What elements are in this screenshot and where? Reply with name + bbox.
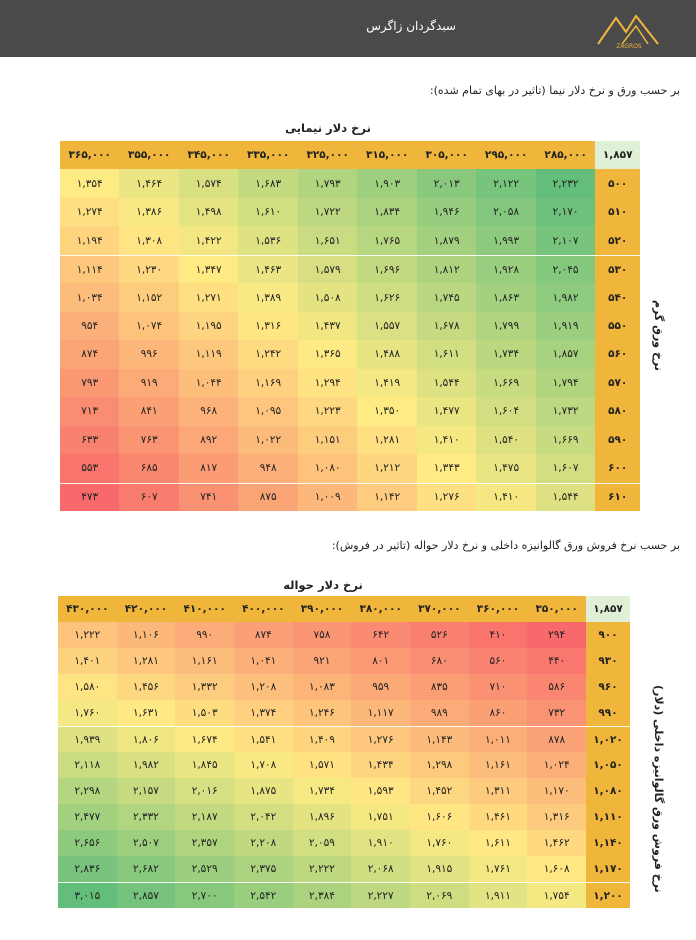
- row-label: ۵۰۰: [595, 169, 640, 197]
- row-label: ۵۴۰: [595, 283, 640, 311]
- table-cell: ۸۷۵: [238, 483, 297, 511]
- table-cell: ۱,۱۵۱: [298, 426, 357, 454]
- row-label: ۵۷۰: [595, 369, 640, 397]
- table-cell: ۴۱۰: [469, 622, 528, 648]
- table-cell: ۱,۷۶۱: [469, 856, 528, 882]
- table-cell: ۱,۳۱۶: [238, 312, 297, 340]
- table-cell: ۶۳۳: [60, 426, 119, 454]
- table-cell: ۱,۴۶۳: [238, 255, 297, 283]
- row-label: ۱,۱۷۰: [586, 856, 630, 882]
- table-cell: ۵۶۰: [469, 648, 528, 674]
- table-cell: ۲,۲۳۲: [536, 169, 595, 197]
- table-cell: ۱,۲۷۶: [351, 726, 410, 752]
- row-label: ۶۰۰: [595, 454, 640, 482]
- table-cell: ۱,۷۳۲: [536, 397, 595, 425]
- table-cell: ۲,۳۵۷: [175, 830, 234, 856]
- havaleh-sensitivity-table: [58, 596, 630, 908]
- table-cell: ۱,۸۰۶: [117, 726, 176, 752]
- table-cell: ۱,۶۸۳: [238, 169, 297, 197]
- table-cell: ۱,۵۴۱: [234, 726, 293, 752]
- table-cell: ۲,۳۷۵: [234, 856, 293, 882]
- table-cell: ۱,۲۷۶: [417, 483, 476, 511]
- table-cell: ۱,۲۸۱: [357, 426, 417, 454]
- zagros-logo: [592, 8, 666, 50]
- table-cell: ۱,۱۶۱: [469, 752, 528, 778]
- column-header: ۴۱۰,۰۰۰: [175, 596, 234, 622]
- table-cell: ۱,۸۱۲: [417, 255, 476, 283]
- table-cell: ۵۵۳: [60, 454, 119, 482]
- table-cell: ۱,۶۰۸: [527, 856, 586, 882]
- column-header: ۳۲۵,۰۰۰: [298, 141, 357, 169]
- table-cell: ۲,۶۸۲: [117, 856, 176, 882]
- table-cell: ۹۶۸: [179, 397, 238, 425]
- section2-table-title: نرخ دلار حواله: [283, 578, 363, 592]
- table-cell: ۲,۰۶۹: [410, 882, 469, 908]
- row-label: ۵۹۰: [595, 426, 640, 454]
- table-cell: ۱,۴۸۸: [357, 340, 417, 368]
- table-cell: ۸۶۰: [469, 700, 528, 726]
- table-cell: ۲,۱۲۲: [476, 169, 535, 197]
- table-cell: ۱,۶۱۱: [417, 340, 476, 368]
- table-cell: ۱,۳۴۳: [417, 454, 476, 482]
- table-cell: ۱,۴۹۸: [179, 198, 238, 226]
- table-cell: ۵۲۶: [410, 622, 469, 648]
- table-cell: ۷۱۰: [469, 674, 528, 700]
- table-cell: ۱,۵۰۳: [175, 700, 234, 726]
- table-cell: ۸۳۵: [410, 674, 469, 700]
- table-cell: ۲,۳۳۲: [117, 804, 176, 830]
- table-cell: ۱,۲۲۳: [298, 397, 357, 425]
- table-cell: ۲,۱۰۷: [536, 226, 595, 254]
- row-label: ۵۱۰: [595, 198, 640, 226]
- section1-caption: بر حسب ورق و نرخ دلار نیما (تاثیر در بهای تمام شده):: [429, 84, 680, 97]
- table-cell: ۱,۷۶۰: [410, 830, 469, 856]
- table-cell: ۱,۷۶۵: [357, 226, 417, 254]
- table-cell: ۲,۱۸۷: [175, 804, 234, 830]
- table-cell: ۱,۱۱۷: [351, 700, 410, 726]
- row-label: ۶۱۰: [595, 483, 640, 511]
- table-cell: ۱,۶۲۶: [357, 283, 417, 311]
- table-cell: ۱,۷۵۴: [527, 882, 586, 908]
- table-cell: ۷۶۳: [119, 426, 178, 454]
- table-cell: ۱,۹۹۳: [476, 226, 535, 254]
- table-cell: ۱,۷۶۰: [58, 700, 117, 726]
- column-header: ۳۵۵,۰۰۰: [119, 141, 178, 169]
- row-label: ۹۹۰: [586, 700, 630, 726]
- table-cell: ۱,۰۸۳: [293, 674, 352, 700]
- table-cell: ۹۵۹: [351, 674, 410, 700]
- base-value-cell: ۱,۸۵۷: [586, 596, 630, 622]
- table-cell: ۱,۶۰۷: [536, 454, 595, 482]
- table-cell: ۱,۴۱۹: [357, 369, 417, 397]
- table-cell: ۱,۴۲۲: [179, 226, 238, 254]
- table-cell: ۱,۴۶۴: [119, 169, 178, 197]
- table-cell: ۱,۵۷۱: [293, 752, 352, 778]
- table-cell: ۱,۲۴۶: [293, 700, 352, 726]
- table-cell: ۱,۵۷۹: [298, 255, 357, 283]
- table-cell: ۱,۵۳۶: [238, 226, 297, 254]
- table-cell: ۲,۵۴۲: [234, 882, 293, 908]
- table-cell: ۲,۰۱۶: [175, 778, 234, 804]
- table-cell: ۱,۳۸۶: [119, 198, 178, 226]
- table-cell: ۱,۱۶۱: [175, 648, 234, 674]
- column-header: ۲۹۵,۰۰۰: [476, 141, 535, 169]
- table-cell: ۸۷۸: [527, 726, 586, 752]
- table-cell: ۹۹۶: [119, 340, 178, 368]
- row-label: ۹۳۰: [586, 648, 630, 674]
- table-cell: ۱,۴۱۰: [417, 426, 476, 454]
- row-label: ۹۶۰: [586, 674, 630, 700]
- table-cell: ۱,۹۱۰: [351, 830, 410, 856]
- table-cell: ۱,۴۳۷: [298, 312, 357, 340]
- table-cell: ۱,۲۷۱: [179, 283, 238, 311]
- table-cell: ۱,۲۷۴: [60, 198, 119, 226]
- table-cell: ۱,۷۰۸: [234, 752, 293, 778]
- table-cell: ۱,۹۱۱: [469, 882, 528, 908]
- column-header: ۳۴۵,۰۰۰: [179, 141, 238, 169]
- row-label: ۵۲۰: [595, 226, 640, 254]
- table-cell: ۱,۹۱۹: [536, 312, 595, 340]
- table-cell: ۲,۵۲۹: [175, 856, 234, 882]
- table-cell: ۱,۹۰۳: [357, 169, 417, 197]
- table-cell: ۱,۲۰۸: [234, 674, 293, 700]
- table-cell: ۹۲۱: [293, 648, 352, 674]
- table-cell: ۱,۷۹۳: [298, 169, 357, 197]
- table-cell: ۱,۱۴۳: [410, 726, 469, 752]
- table-cell: ۱,۳۵۴: [60, 169, 119, 197]
- table-cell: ۹۴۸: [238, 454, 297, 482]
- row-label: ۱,۲۰۰: [586, 882, 630, 908]
- table-cell: ۲۹۴: [527, 622, 586, 648]
- table-cell: ۷۵۸: [293, 622, 352, 648]
- table-cell: ۱,۵۵۷: [357, 312, 417, 340]
- table-cell: ۱,۴۰۹: [293, 726, 352, 752]
- table-cell: ۱,۳۵۰: [357, 397, 417, 425]
- base-value-cell: ۱,۸۵۷: [595, 141, 640, 169]
- row-label: ۵۳۰: [595, 255, 640, 283]
- app-header: [0, 0, 696, 57]
- table-cell: ۲,۱۱۸: [58, 752, 117, 778]
- row-label: ۱,۱۴۰: [586, 830, 630, 856]
- column-header: ۴۲۰,۰۰۰: [117, 596, 176, 622]
- table-cell: ۲,۸۵۷: [117, 882, 176, 908]
- table-cell: ۸۹۲: [179, 426, 238, 454]
- table-cell: ۱,۵۴۴: [536, 483, 595, 511]
- table-cell: ۱,۰۷۴: [119, 312, 178, 340]
- table-cell: ۲,۱۷۰: [536, 198, 595, 226]
- table-cell: ۱,۹۴۶: [417, 198, 476, 226]
- table-cell: ۱,۳۸۹: [238, 283, 297, 311]
- table-cell: ۱,۸۵۷: [536, 340, 595, 368]
- table-cell: ۱,۱۰۶: [117, 622, 176, 648]
- table-cell: ۸۰۱: [351, 648, 410, 674]
- table-cell: ۲,۰۴۵: [536, 255, 595, 283]
- row-label: ۹۰۰: [586, 622, 630, 648]
- table-cell: ۱,۷۵۱: [351, 804, 410, 830]
- column-header: ۳۵۰,۰۰۰: [527, 596, 586, 622]
- table-cell: ۲,۲۲۷: [351, 882, 410, 908]
- table-cell: ۱,۲۹۴: [298, 369, 357, 397]
- table-cell: ۱,۳۰۸: [119, 226, 178, 254]
- table-cell: ۲,۰۱۳: [417, 169, 476, 197]
- table-cell: ۱,۵۸۰: [58, 674, 117, 700]
- section2-caption: بر حسب نرخ فروش ورق گالوانیزه داخلی و نرخ دلار حواله (تاثیر در فروش):: [331, 539, 680, 552]
- table-cell: ۱,۶۶۹: [536, 426, 595, 454]
- table-cell: ۱,۴۵۲: [410, 778, 469, 804]
- column-header: ۴۰۰,۰۰۰: [234, 596, 293, 622]
- column-header: ۲۸۵,۰۰۰: [536, 141, 595, 169]
- table-cell: ۹۹۰: [175, 622, 234, 648]
- table-cell: ۱,۲۹۸: [410, 752, 469, 778]
- table-cell: ۱,۸۴۵: [175, 752, 234, 778]
- table-cell: ۱,۴۳۴: [351, 752, 410, 778]
- table-cell: ۱,۰۱۱: [469, 726, 528, 752]
- table-cell: ۲,۴۷۷: [58, 804, 117, 830]
- table-cell: ۶۰۷: [119, 483, 178, 511]
- table-cell: ۱,۷۲۲: [298, 198, 357, 226]
- table-cell: ۸۴۱: [119, 397, 178, 425]
- column-header: ۳۱۵,۰۰۰: [357, 141, 417, 169]
- table-cell: ۱,۲۸۱: [117, 648, 176, 674]
- table-cell: ۹۸۹: [410, 700, 469, 726]
- table-cell: ۱,۰۲۲: [238, 426, 297, 454]
- table-cell: ۷۴۱: [179, 483, 238, 511]
- table-cell: ۱,۴۵۶: [117, 674, 176, 700]
- table-cell: ۱,۶۷۸: [417, 312, 476, 340]
- table-cell: ۱,۶۵۱: [298, 226, 357, 254]
- table-cell: ۱,۰۹۵: [238, 397, 297, 425]
- table-cell: ۱,۱۷۰: [527, 778, 586, 804]
- table-cell: ۱,۱۵۲: [119, 283, 178, 311]
- table-cell: ۱,۴۶۲: [527, 830, 586, 856]
- table-cell: ۸۱۷: [179, 454, 238, 482]
- row-label: ۵۵۰: [595, 312, 640, 340]
- table-cell: ۱,۸۶۳: [476, 283, 535, 311]
- section1-side-label: نرخ ورق گرم: [652, 300, 665, 371]
- table-cell: ۱,۱۴۲: [357, 483, 417, 511]
- column-header: ۳۸۰,۰۰۰: [351, 596, 410, 622]
- table-cell: ۱,۴۷۵: [476, 454, 535, 482]
- table-cell: ۱,۷۹۴: [536, 369, 595, 397]
- column-header: ۳۶۰,۰۰۰: [469, 596, 528, 622]
- table-cell: ۱,۷۴۵: [417, 283, 476, 311]
- row-label: ۱,۱۱۰: [586, 804, 630, 830]
- table-cell: ۱,۲۱۲: [357, 454, 417, 482]
- table-cell: ۱,۶۰۶: [410, 804, 469, 830]
- table-cell: ۱,۷۹۹: [476, 312, 535, 340]
- table-cell: ۴۴۰: [527, 648, 586, 674]
- table-cell: ۲,۱۵۷: [117, 778, 176, 804]
- column-header: ۴۳۰,۰۰۰: [58, 596, 117, 622]
- table-cell: ۱,۲۴۲: [238, 340, 297, 368]
- table-cell: ۷۱۳: [60, 397, 119, 425]
- table-cell: ۱,۹۳۹: [58, 726, 117, 752]
- table-cell: ۱,۱۶۹: [238, 369, 297, 397]
- table-cell: ۱,۸۷۹: [417, 226, 476, 254]
- table-cell: ۴۷۳: [60, 483, 119, 511]
- table-cell: ۱,۶۳۱: [117, 700, 176, 726]
- table-cell: ۱,۶۱۱: [469, 830, 528, 856]
- column-header: ۳۳۵,۰۰۰: [238, 141, 297, 169]
- table-cell: ۱,۵۹۳: [351, 778, 410, 804]
- table-cell: ۱,۳۴۷: [179, 255, 238, 283]
- section1-table-title: نرخ دلار نیمایی: [285, 121, 371, 135]
- column-header: ۳۶۵,۰۰۰: [60, 141, 119, 169]
- table-cell: ۲,۰۴۲: [234, 804, 293, 830]
- table-cell: ۱,۳۶۵: [298, 340, 357, 368]
- table-cell: ۹۱۹: [119, 369, 178, 397]
- table-cell: ۱,۶۶۹: [476, 369, 535, 397]
- table-cell: ۲,۲۰۸: [234, 830, 293, 856]
- column-header: ۳۹۰,۰۰۰: [293, 596, 352, 622]
- column-header: ۳۷۰,۰۰۰: [410, 596, 469, 622]
- row-label: ۱,۰۸۰: [586, 778, 630, 804]
- table-cell: ۱,۲۳۰: [119, 255, 178, 283]
- table-cell: ۶۴۲: [351, 622, 410, 648]
- table-cell: ۱,۰۳۴: [60, 283, 119, 311]
- table-cell: ۱,۸۷۵: [234, 778, 293, 804]
- table-cell: ۱,۰۴۱: [234, 648, 293, 674]
- table-cell: ۶۸۰: [410, 648, 469, 674]
- table-cell: ۱,۳۷۴: [234, 700, 293, 726]
- table-cell: ۱,۵۴۴: [417, 369, 476, 397]
- section2-side-label: نرخ فروش ورق گالوانیزه داخلی (دلار): [652, 685, 665, 893]
- table-cell: ۱,۳۳۲: [175, 674, 234, 700]
- table-cell: ۱,۱۱۹: [179, 340, 238, 368]
- table-cell: ۱,۶۹۶: [357, 255, 417, 283]
- table-cell: ۱,۱۹۴: [60, 226, 119, 254]
- table-cell: ۷۳۲: [527, 700, 586, 726]
- table-cell: ۱,۶۱۰: [238, 198, 297, 226]
- table-cell: ۲,۲۹۸: [58, 778, 117, 804]
- table-cell: ۱,۲۲۲: [58, 622, 117, 648]
- table-cell: ۱,۸۹۶: [293, 804, 352, 830]
- table-cell: ۱,۱۱۴: [60, 255, 119, 283]
- table-cell: ۱,۱۹۵: [179, 312, 238, 340]
- table-cell: ۲,۷۰۰: [175, 882, 234, 908]
- row-label: ۵۶۰: [595, 340, 640, 368]
- table-cell: ۲,۰۵۸: [476, 198, 535, 226]
- table-cell: ۱,۷۳۴: [476, 340, 535, 368]
- table-cell: ۲,۰۵۹: [293, 830, 352, 856]
- table-cell: ۱,۵۴۰: [476, 426, 535, 454]
- row-label: ۱,۰۵۰: [586, 752, 630, 778]
- table-cell: ۲,۰۶۸: [351, 856, 410, 882]
- table-cell: ۷۹۳: [60, 369, 119, 397]
- table-cell: ۱,۰۰۹: [298, 483, 357, 511]
- table-cell: ۸۷۴: [234, 622, 293, 648]
- table-cell: ۱,۶۷۴: [175, 726, 234, 752]
- table-cell: ۱,۹۸۲: [536, 283, 595, 311]
- table-cell: ۱,۰۲۴: [527, 752, 586, 778]
- row-label: ۱,۰۲۰: [586, 726, 630, 752]
- column-header: ۳۰۵,۰۰۰: [417, 141, 476, 169]
- table-cell: ۱,۰۴۴: [179, 369, 238, 397]
- table-cell: ۱,۵۰۸: [298, 283, 357, 311]
- table-cell: ۲,۲۲۲: [293, 856, 352, 882]
- table-cell: ۶۸۵: [119, 454, 178, 482]
- table-cell: ۱,۵۷۴: [179, 169, 238, 197]
- table-cell: ۱,۶۰۴: [476, 397, 535, 425]
- table-cell: ۲,۶۵۶: [58, 830, 117, 856]
- table-cell: ۱,۸۳۴: [357, 198, 417, 226]
- table-cell: ۲,۵۰۷: [117, 830, 176, 856]
- table-cell: ۱,۹۱۵: [410, 856, 469, 882]
- table-cell: ۹۵۴: [60, 312, 119, 340]
- table-cell: ۱,۳۱۶: [527, 804, 586, 830]
- table-cell: ۱,۹۸۲: [117, 752, 176, 778]
- table-cell: ۱,۴۶۱: [469, 804, 528, 830]
- table-cell: ۳,۰۱۵: [58, 882, 117, 908]
- table-cell: ۲,۸۳۶: [58, 856, 117, 882]
- table-cell: ۸۷۴: [60, 340, 119, 368]
- header-title: سبدگردان زاگرس: [366, 19, 456, 33]
- table-cell: ۱,۳۱۱: [469, 778, 528, 804]
- table-cell: ۵۸۶: [527, 674, 586, 700]
- svg-text:ZAGROS: ZAGROS: [616, 43, 642, 50]
- table-cell: ۱,۴۰۱: [58, 648, 117, 674]
- table-cell: ۱,۰۸۰: [298, 454, 357, 482]
- table-cell: ۱,۹۲۸: [476, 255, 535, 283]
- row-label: ۵۸۰: [595, 397, 640, 425]
- table-cell: ۱,۴۱۰: [476, 483, 535, 511]
- table-cell: ۱,۷۳۴: [293, 778, 352, 804]
- table-cell: ۱,۴۷۷: [417, 397, 476, 425]
- table-cell: ۲,۳۸۴: [293, 882, 352, 908]
- nima-sensitivity-table: [60, 141, 640, 511]
